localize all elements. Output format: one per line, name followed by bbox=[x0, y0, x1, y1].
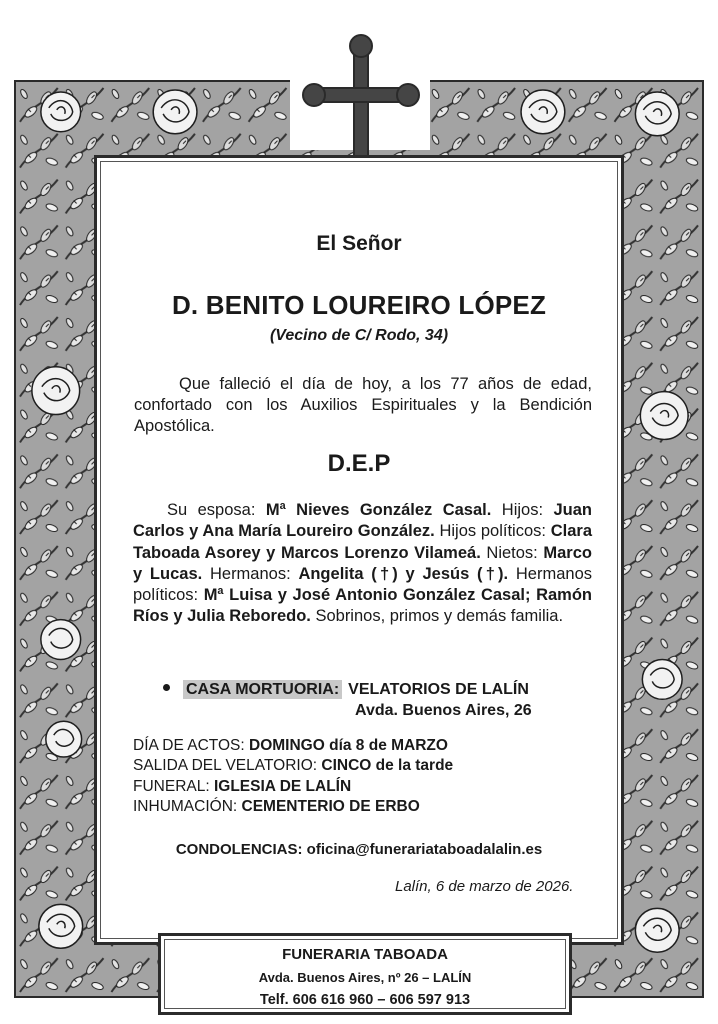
condolences-email[interactable]: oficina@funerariataboadalalin.es bbox=[306, 841, 543, 858]
casa-mortuoria-row bbox=[163, 681, 529, 699]
acts-label: SALIDA DEL VELATORIO: bbox=[133, 757, 318, 775]
family-label: Sobrinos, primos y demás familia. bbox=[310, 607, 564, 626]
family-label: Hijos políticos: bbox=[434, 522, 551, 541]
family-paragraph bbox=[133, 500, 592, 628]
family-label: Hermanos: bbox=[202, 564, 299, 583]
condolences-label: CONDOLENCIAS: bbox=[175, 841, 303, 858]
acts-label: DÍA DE ACTOS: bbox=[133, 737, 245, 754]
casa-mortuoria-value: VELATORIOS DE LALÍN bbox=[348, 681, 529, 698]
funeral-home-footer bbox=[158, 933, 572, 1015]
family-label: Hermanos políticos: bbox=[133, 564, 592, 605]
acts-value: IGLESIA DE LALÍN bbox=[213, 777, 352, 795]
family-names: Marco y Lucas. bbox=[133, 543, 592, 583]
acts-value: CINCO de la tarde bbox=[321, 757, 454, 775]
intro-paragraph: Que falleció el día de hoy, a los 77 años de edad, confortado con los Auxilios Espirituales y la Bendición Apostólica. bbox=[134, 375, 592, 435]
condolences-line bbox=[0, 841, 718, 858]
family-names: Mª Nieves González Casal. bbox=[265, 501, 492, 519]
family-names: Angelita (†) y Jesús (†). bbox=[298, 564, 509, 583]
acts-row bbox=[133, 756, 453, 776]
acts-label: FUNERAL: bbox=[133, 777, 210, 795]
acts-value: CEMENTERIO DE ERBO bbox=[241, 797, 420, 815]
funeral-home-phones: Telf. 606 616 960 – 606 597 913 bbox=[259, 992, 471, 1008]
family-label: Hijos: bbox=[491, 501, 554, 519]
acts-row bbox=[133, 777, 453, 797]
funeral-home-address: Avda. Buenos Aires, nº 26 – LALÍN bbox=[258, 970, 472, 985]
acts-list bbox=[133, 736, 453, 817]
acts-row bbox=[133, 736, 453, 756]
family-names: Clara Taboada Asorey y Marcos Lorenzo Vilameá. bbox=[133, 522, 592, 562]
funeral-home-name: FUNERARIA TABOADA bbox=[282, 946, 448, 963]
casa-mortuoria-address: Avda. Buenos Aires, 26 bbox=[355, 702, 532, 719]
family-label: Nietos: bbox=[480, 543, 544, 562]
honorific: El Señor bbox=[316, 232, 402, 255]
acts-label: INHUMACIÓN: bbox=[133, 797, 238, 815]
family-label: Su esposa: bbox=[167, 501, 266, 519]
family-names: Mª Luisa y José Antonio González Casal; Ramón Ríos y Julia Reboredo. bbox=[133, 586, 592, 626]
acts-value: DOMINGO día 8 de MARZO bbox=[249, 737, 448, 754]
bullet-icon bbox=[163, 684, 170, 691]
deceased-name: D. BENITO LOUREIRO LÓPEZ bbox=[171, 290, 547, 320]
date-line: Lalín, 6 de marzo de 2026. bbox=[395, 878, 574, 895]
casa-mortuoria-label: CASA MORTUORIA: bbox=[183, 680, 342, 699]
acts-row bbox=[133, 797, 453, 817]
family-names: Juan Carlos y Ana María Loureiro González. bbox=[133, 501, 592, 541]
dep-title: D.E.P bbox=[327, 450, 391, 477]
residence-note: (Vecino de C/ Rodo, 34) bbox=[269, 327, 449, 344]
